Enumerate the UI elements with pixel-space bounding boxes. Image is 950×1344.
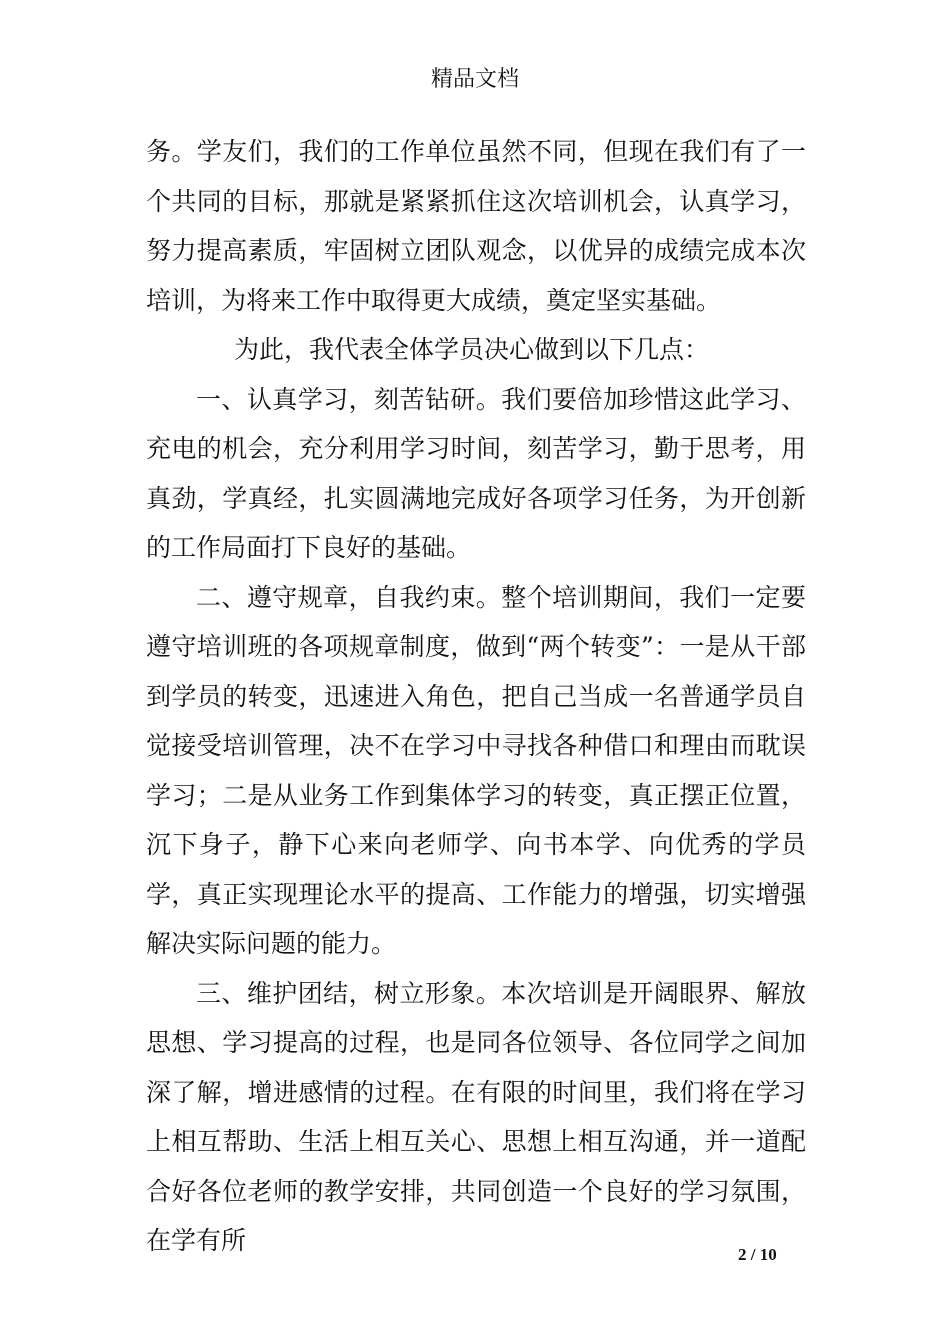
paragraph-point-three: 三、维护团结，树立形象。本次培训是开阔眼界、解放思想、学习提高的过程，也是同各位领导、各位同学之间加深了解，增进感情的过程。在有限的时间里，我们将在学习上相互帮助、生活上相互关心、思想上相互沟通，并一道配合好各位老师的教学安排，共同创造一个良好的学习氛围，在学有所 [146,978,806,1255]
paragraph-point-one: 一、认真学习，刻苦钻研。我们要倍加珍惜这此学习、充电的机会，充分利用学习时间，刻苦学习，勤于思考，用真劲，学真经，扎实圆满地完成好各项学习任务，为开创新的工作局面打下良好的基础。 [146,384,806,562]
paragraph-continuation: 务。学友们，我们的工作单位虽然不同，但现在我们有了一个共同的目标，那就是紧紧抓住这次培训机会，认真学习，努力提高素质，牢固树立团队观念，以优异的成绩完成本次培训，为将来工作中取得更大成绩，奠定坚实基础。 [146,137,806,315]
paragraph-point-two: 二、遵守规章，自我约束。整个培训期间，我们一定要遵守培训班的各项规章制度，做到“两个转变”：一是从干部到学员的转变，迅速进入角色，把自己当成一名普通学员自觉接受培训管理，决不在学习中寻找各种借口和理由而耽误学习；二是从业务工作到集体学习的转变，真正摆正位置，沉下身子，静下心来向老师学、向书本学、向优秀的学员学，真正实现理论水平的提高、工作能力的增强，切实增强解决实际问题的能力。 [146,582,806,958]
paragraph-intro-points: 为此，我代表全体学员决心做到以下几点： [234,335,710,364]
page-header-title: 精品文档 [430,67,519,92]
page-number: 2 / 10 [738,1245,777,1264]
document-body [146,127,806,1266]
